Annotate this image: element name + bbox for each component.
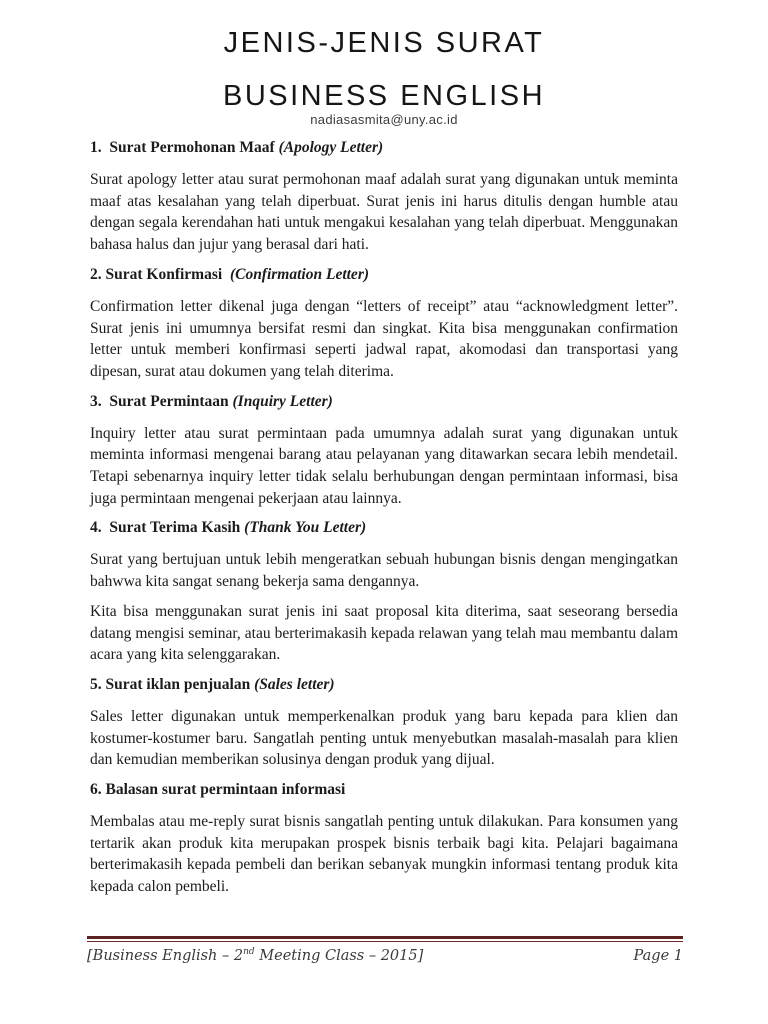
page-title: JENIS-JENIS SURAT (223, 27, 545, 59)
section-paragraph: Surat yang bertujuan untuk lebih mengeratkan sebuah hubungan bisnis dengan mengingatkan bahwwa kita sangat senang bekerja sama dengannya. (90, 551, 678, 591)
footer-course-label (87, 947, 423, 966)
section-apology-letter (90, 137, 678, 256)
section-heading-text: 1. Surat Permohonan Maaf (90, 139, 279, 156)
section-heading (90, 779, 678, 801)
section-heading (90, 137, 678, 159)
section-thank-you-letter (90, 517, 678, 666)
section-heading (90, 674, 678, 696)
section-paragraph: Sales letter digunakan untuk memperkenalkan produk yang baru kepada para klien dan kostumer-kostumer baru. Sangatlah penting untuk menyebutkan masalah-masalah para klien dan kemudian memberikan solusinya dengan produk yang dijual. (90, 707, 678, 769)
section-reply-letter (90, 779, 678, 898)
section-heading-italic: (Sales letter) (254, 675, 335, 693)
sections-container (90, 137, 678, 898)
section-paragraph: Confirmation letter dikenal juga dengan “letters of receipt” atau “acknowledgment letter”. Surat jenis ini umumnya bersifat resmi dan singkat. Kita bisa menggunakan confirmation letter untuk memberi konfirmasi seperti jadwal rapat, akomodasi dan transportasi yang dipesan, surat atau dokumen yang telah diterima. (90, 297, 678, 380)
section-inquiry-letter (90, 391, 678, 510)
section-paragraph: Membalas atau me-reply surat bisnis sangatlah penting untuk dilakukan. Para konsumen yang tertarik akan produk kita merupakan prospek bisnis terbaik bagi kita. Pelajari bagaimana berterimakasih kepada pembeli dan berikan sebanyak mungkin informasi tentang produk kita kepada calon pembeli. (90, 813, 678, 896)
footer-text-row (87, 947, 683, 966)
footer-course-label-post: Meeting Class – 2015] (254, 948, 424, 964)
section-sales-letter (90, 674, 678, 771)
section-heading-text: 2. Surat Konfirmasi (90, 265, 230, 283)
footer-rule-thick (87, 936, 683, 939)
section-heading (90, 264, 678, 286)
section-heading-text: 4. Surat Terima Kasih (90, 519, 245, 537)
section-heading-italic: (Confirmation Letter) (229, 265, 370, 283)
page-number: Page 1 (633, 948, 683, 964)
page-subtitle: BUSINESS ENGLISH (222, 80, 546, 112)
section-heading-text: 3. Surat Permintaan (90, 392, 233, 410)
section-confirmation-letter (90, 264, 678, 383)
section-heading-text: 5. Surat iklan penjualan (90, 675, 255, 693)
section-heading-text: 6. Balasan surat permintaan informasi (90, 781, 346, 799)
section-paragraph: Surat apology letter atau surat permohonan maaf adalah surat yang digunakan untuk meminta maaf atas kesalahan yang telah diperbuat. Surat jenis ini harus ditulis dengan humble atau dengan segala kerendahan hati untuk mengakui kesalahan yang telah diperbuat. Menggunakan bahasa halus dan jujur yang berasal dari hati. (90, 171, 678, 254)
author-email: nadiasasmita@uny.ac.id (310, 112, 458, 127)
section-heading (90, 391, 678, 413)
section-heading-italic: (Thank You Letter) (244, 519, 367, 537)
section-heading-italic: (Apology Letter) (278, 139, 384, 156)
section-heading (90, 517, 678, 539)
section-paragraph: Inquiry letter atau surat permintaan pada umumnya adalah surat yang digunakan untuk meminta informasi mengenai barang atau pelayanan yang ditawarkan secara lebih mendetail. Tetapi sebenarnya inquiry letter tidak selalu berhubungan dengan permintaan informasi, bisa juga permintaan mengenai pekerjaan atau lainnya. (90, 424, 678, 507)
footer-course-label-pre: [Business English – 2 (87, 948, 244, 964)
footer-rule-thin (87, 941, 683, 942)
section-heading-italic: (Inquiry Letter) (232, 392, 333, 410)
section-paragraph: Kita bisa menggunakan surat jenis ini saat proposal kita diterima, saat seseorang bersedia datang mengisi seminar, atau berterimakasih kepada relawan yang telah mau membantu dalam acara yang kita selenggarakan. (90, 602, 678, 664)
page-footer (87, 936, 683, 966)
footer-course-label-sup: nd (243, 947, 255, 958)
